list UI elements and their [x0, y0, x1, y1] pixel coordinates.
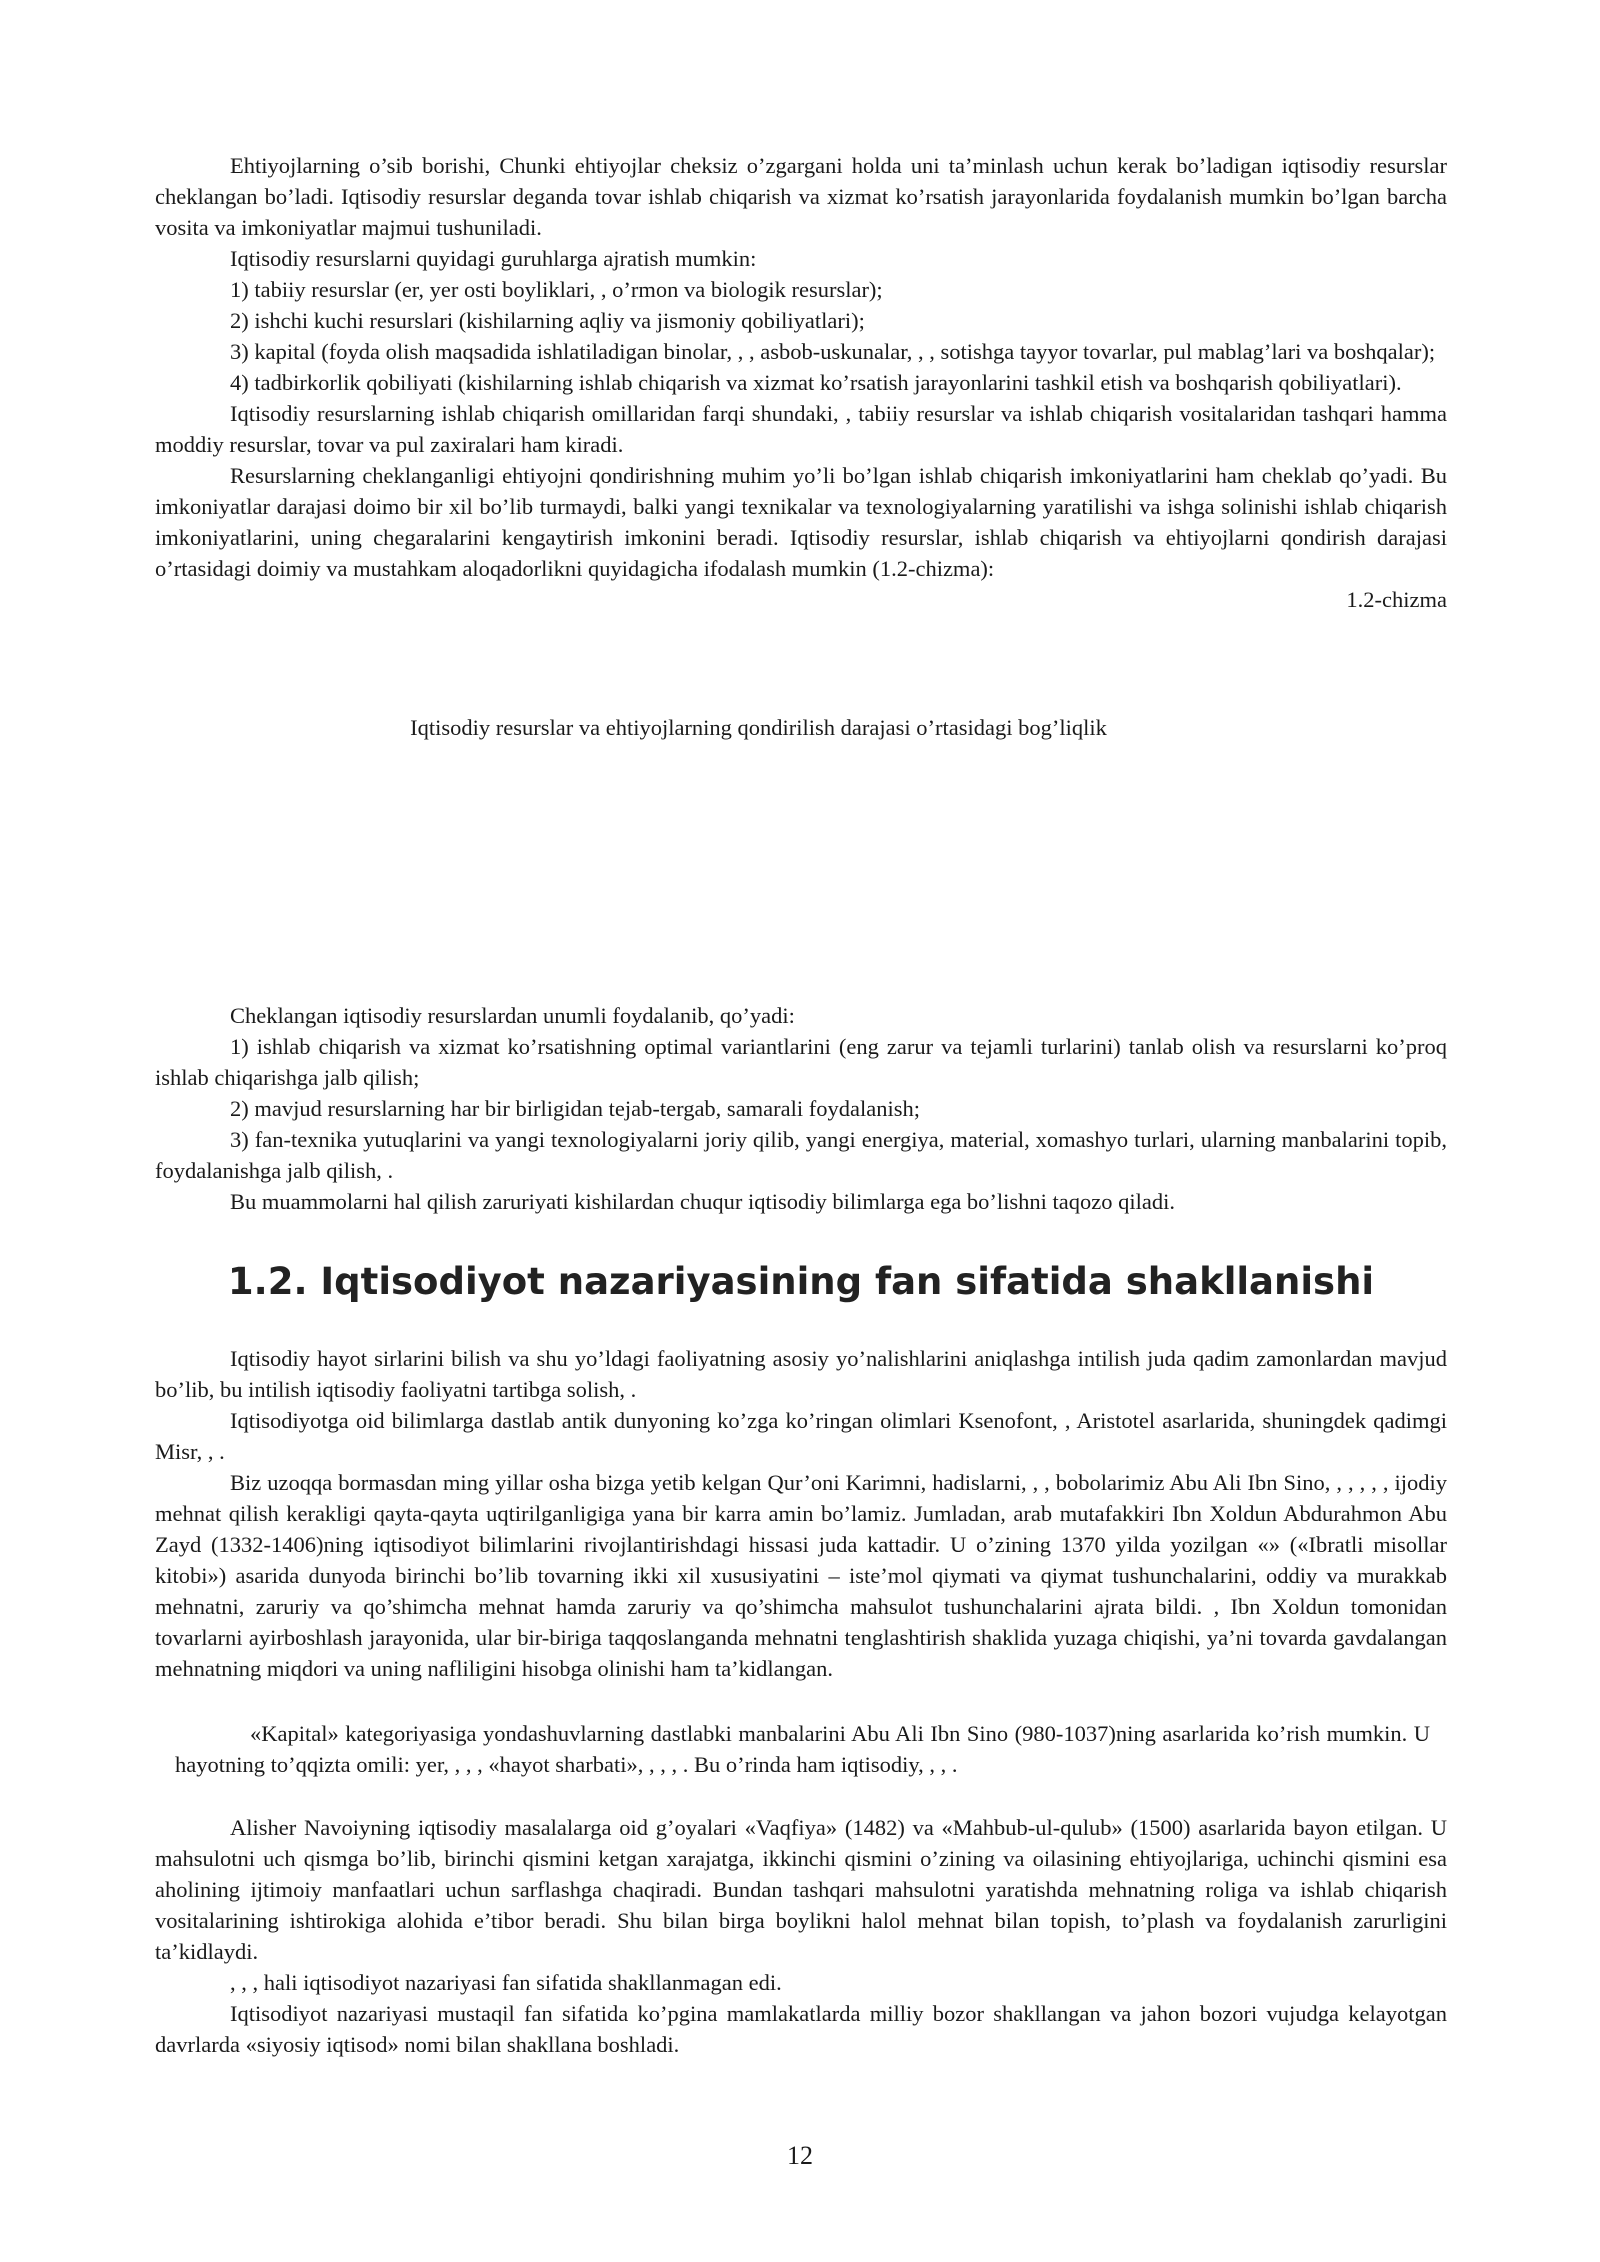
list-item: 1) tabiiy resurslar (er, yer osti boyliklari, , o’rmon va biologik resurslar); [230, 277, 883, 302]
list-item: 2) ishchi kuchi resurslari (kishilarning aqliy va jismoniy qobiliyatlari); [230, 308, 865, 333]
section-heading: 1.2. Iqtisodiyot nazariyasining fan sifatida shakllanishi [227, 1260, 1375, 1303]
paragraph: Iqtisodiyot nazariyasi mustaqil fan sifatida ko’pgina mamlakatlarda milliy bozor shakllangan va jahon bozori vujudga kelayotgan davrlarda «siyosiy iqtisod» nomi bilan shakllana boshladi. [155, 2001, 1447, 2057]
figure-label: 1.2-chizma [1346, 587, 1447, 612]
list-item: 3) fan-texnika yutuqlarini va yangi texnologiyalarni joriy qilib, yangi energiya, material, xomashyo turlari, ularning manbalarini topib, foydalanishga jalb qilish, . [155, 1127, 1447, 1183]
paragraph: Iqtisodiy resurslarni quyidagi guruhlarga ajratish mumkin: [230, 246, 757, 271]
paragraph: Bu muammolarni hal qilish zaruriyati kishilardan chuqur iqtisodiy bilimlarga ega bo’lishni taqozo qiladi. [230, 1189, 1176, 1214]
figure-caption-block [155, 712, 1447, 743]
list-item: 2) mavjud resurslarning har bir birligidan tejab-tergab, samarali foydalanish; [230, 1096, 920, 1121]
paragraph: Iqtisodiy hayot sirlarini bilish va shu yo’ldagi faoliyatning asosiy yo’nalishlarini aniqlashga intilish juda qadim zamonlardan mavjud bo’lib, bu intilish iqtisodiy faoliyatni tartibga solish, . [155, 1346, 1447, 1402]
intro-section [155, 150, 1447, 615]
paragraph: Iqtisodiy resurslarning ishlab chiqarish omillaridan farqi shundaki, , tabiiy resurslar va ishlab chiqarish vositalaridan tashqari hamma moddiy resurslar, tovar va pul zaxiralari ham kiradi. [155, 401, 1447, 457]
section-heading-block [155, 1258, 1447, 1306]
figure-placeholder [155, 760, 1447, 1000]
paragraph: , , , hali iqtisodiyot nazariyasi fan sifatida shakllanmagan edi. [230, 1970, 782, 1995]
mid-section [155, 1000, 1447, 1217]
indented-paragraph-block [175, 1718, 1430, 1780]
list-item: 1) ishlab chiqarish va xizmat ko’rsatishning optimal variantlarini (eng zarur va tejamli turlarini) tanlab olish va resurslarni ko’proq ishlab chiqarishga jalb qilish; [155, 1034, 1447, 1090]
section-body [155, 1343, 1447, 1684]
page-number: 12 [787, 2141, 813, 2170]
paragraph: Ehtiyojlarning o’sib borishi, Chunki ehtiyojlar cheksiz o’zgargani holda uni ta’minlash uchun kerak bo’ladigan iqtisodiy resurslar cheklangan bo’ladi. Iqtisodiy resurslar deganda tovar ishlab chiqarish va xizmat ko’rsatish jarayonlarida foydalanish mumkin bo’lgan barcha vosita va imkoniyatlar majmui tushuniladi. [155, 153, 1447, 240]
figure-caption: Iqtisodiy resurslar va ehtiyojlarning qondirilish darajasi o’rtasidagi bog’liqlik [410, 715, 1107, 740]
paragraph: «Kapital» kategoriyasiga yondashuvlarning dastlabki manbalarini Abu Ali Ibn Sino (980-1037)ning asarlarida ko’rish mumkin. U hayotning to’qqizta omili: yer, , , , «hayot sharbati», , , , . Bu o’rinda ham iqtisodiy, , , . [175, 1721, 1430, 1777]
list-item: 3) kapital (foyda olish maqsadida ishlatiladigan binolar, , , asbob-uskunalar, , , sotishga tayyor tovarlar, pul mablag’lari va boshqalar); [230, 339, 1436, 364]
paragraph: Iqtisodiyotga oid bilimlarga dastlab antik dunyoning ko’zga ko’ringan olimlari Ksenofont, , Aristotel asarlarida, shuningdek qadimgi Misr, , . [155, 1408, 1447, 1464]
paragraph: Alisher Navoiyning iqtisodiy masalalarga oid g’oyalari «Vaqfiya» (1482) va «Mahbub-ul-qulub» (1500) asarlarida bayon etilgan. U mahsulotni uch qismga bo’lib, birinchi qismini ketgan xarajatga, ikkinchi qismini o’zining va oilasining ehtiyojlariga, uchinchi qismini esa aholining ijtimoiy manfaatlari uchun sarflashga chaqiradi. Bundan tashqari mahsulotni yaratishda mehnatning roliga va ishlab chiqarish vositalarining ishtirokiga alohida e’tibor beradi. Shu bilan birga boylikni halol mehnat bilan topish, to’plash va foydalanish zarurligini ta’kidlaydi. [155, 1815, 1447, 1964]
list-item: 4) tadbirkorlik qobiliyati (kishilarning ishlab chiqarish va xizmat ko’rsatish jarayonlarini tashkil etish va boshqarish qobiliyatlari). [230, 370, 1402, 395]
paragraph: Cheklangan iqtisodiy resurslardan unumli foydalanib, qo’yadi: [230, 1003, 795, 1028]
paragraph: Biz uzoqqa bormasdan ming yillar osha bizga yetib kelgan Qur’oni Karimni, hadislarni, , , bobolarimiz Abu Ali Ibn Sino, , , , , , ijodiy mehnat qilish kerakligi qayta-qayta uqtirilganligiga yana bir karra amin bo’lamiz. Jumladan, arab mutafakkiri Ibn Xoldun Abdurahmon Abu Zayd (1332-1406)ning iqtisodiyot bilimlarini rivojlantirishdagi hissasi juda kattadir. U o’zining 1370 yilda yozilgan «» («Ibratli misollar kitobi») asarida dunyoda birinchi bo’lib tovarning ikki xil xususiyatini – iste’mol qiymati va qiymat tushunchalarini, oddiy va murakkab mehnatni, zaruriy va qo’shimcha mehnat hamda zaruriy va qo’shimcha mahsulot tushunchalarini ajrata bildi. , Ibn Xoldun tomonidan tovarlarni ayirboshlash jarayonida, ular bir-biriga taqqoslanganda mehnatni tenglashtirish shaklida yuzaga chiqishi, ya’ni tovarda gavdalangan mehnatning miqdori va uning nafliligini hisobga olinishi ham ta’kidlangan. [155, 1470, 1447, 1681]
paragraph: Resurslarning cheklanganligi ehtiyojni qondirishning muhim yo’li bo’lgan ishlab chiqarish imkoniyatlarini ham cheklab qo’yadi. Bu imkoniyatlar darajasi doimo bir xil bo’lib turmaydi, balki yangi texnikalar va texnologiyalarning yaratilishi va ishga solinishi ishlab chiqarish imkoniyatlarini, uning chegaralarini kengaytirish imkonini beradi. Iqtisodiy resurslar, ishlab chiqarish va ehtiyojlarni qondirish darajasi o’rtasidagi doimiy va mustahkam aloqadorlikni quyidagicha ifodalash mumkin (1.2-chizma): [155, 463, 1447, 581]
closing-section [155, 1812, 1447, 2060]
